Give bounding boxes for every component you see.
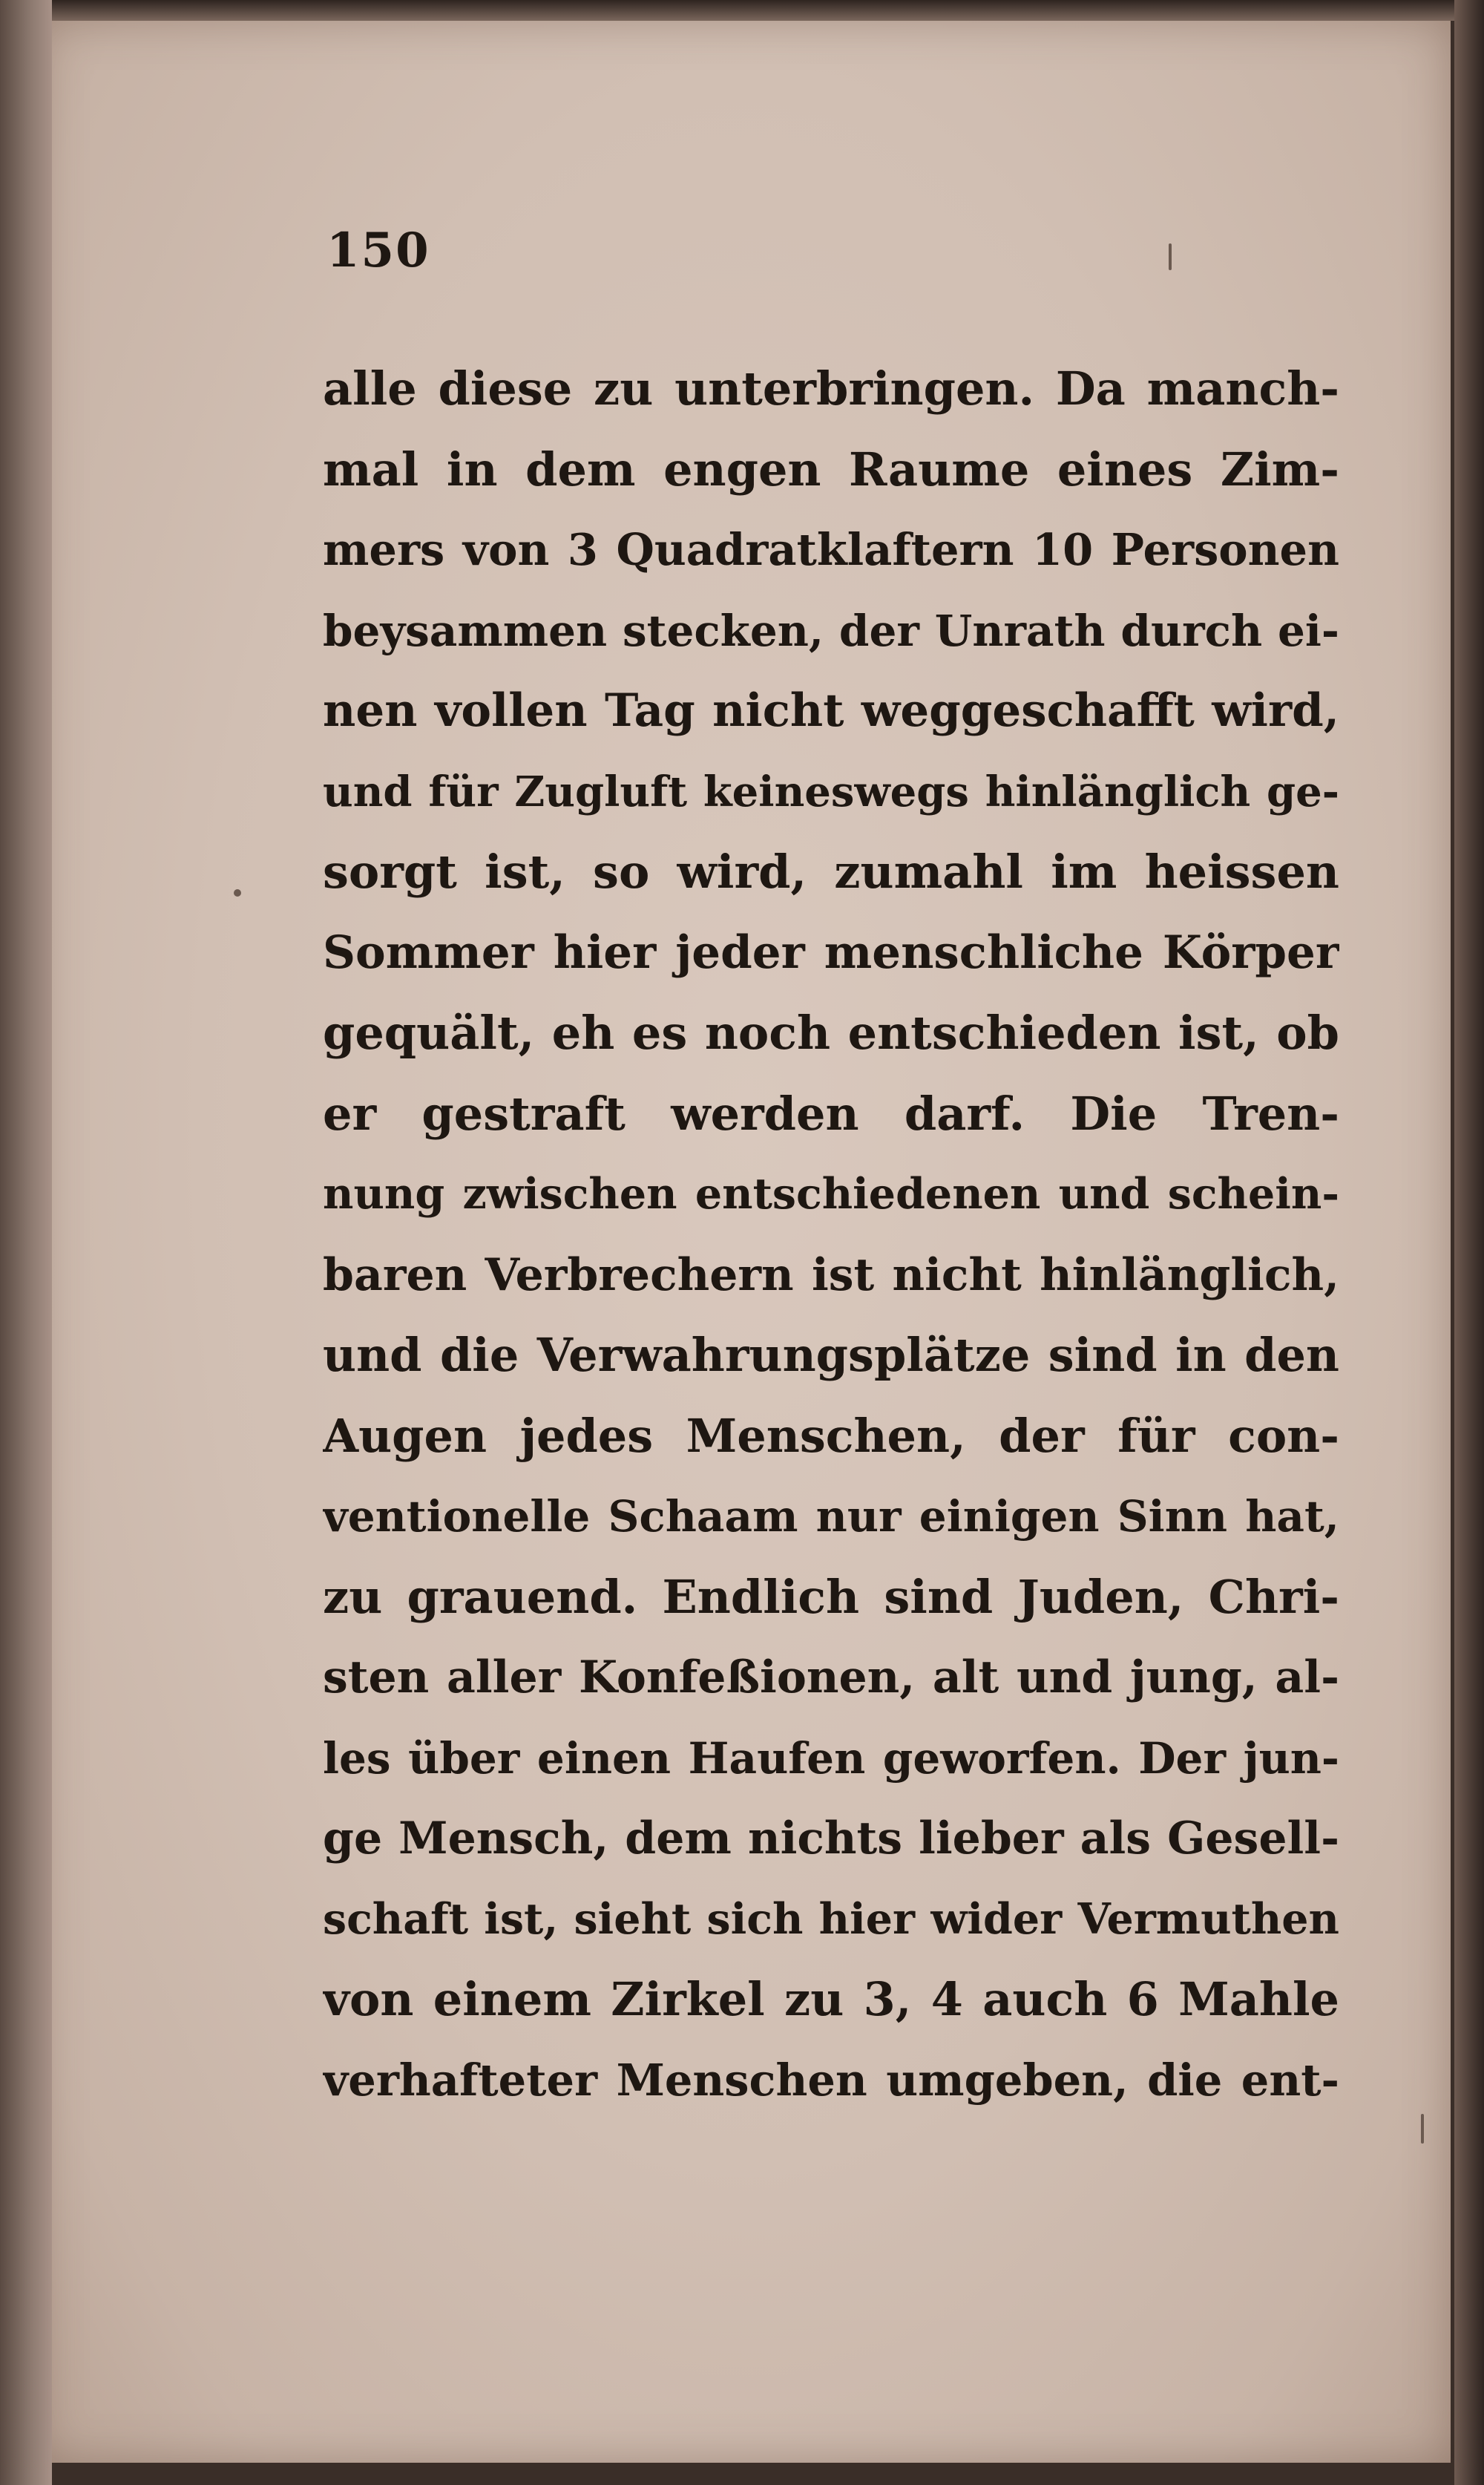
page-number: 150 <box>326 223 430 278</box>
text-line: nung zwischen entschiedenen und schein- <box>323 1169 1339 1219</box>
text-line: und für Zugluft keineswegs hinlänglich ge- <box>323 767 1339 816</box>
text-line: zu grauend. Endlich sind Juden, Chri- <box>323 1569 1339 1624</box>
text-line: beysammen stecken, der Unrath durch ei- <box>323 605 1339 656</box>
text-line: sorgt ist, so wird, zumahl im heissen <box>323 845 1339 899</box>
text-line: ge Mensch, dem nichts lieber als Gesell- <box>323 1813 1339 1864</box>
binding-shadow <box>0 0 52 2485</box>
text-line: und die Verwahrungsplätze sind in den <box>323 1328 1339 1382</box>
text-line: von einem Zirkel zu 3, 4 auch 6 Mahle <box>323 1972 1339 2026</box>
text-line: er gestraft werden darf. Die Tren- <box>323 1086 1339 1141</box>
text-line: gequält, eh es noch entschieden ist, ob <box>323 1006 1339 1060</box>
text-line: verhafteter Menschen umgeben, die ent- <box>323 2054 1339 2106</box>
text-line: ventionelle Schaam nur einigen Sinn hat, <box>323 1491 1339 1542</box>
text-line: mers von 3 Quadratklaftern 10 Personen <box>323 524 1339 575</box>
paper-speck <box>1421 2114 1424 2144</box>
page-text <box>323 349 1339 2121</box>
text-line: alle diese zu unterbringen. Da manch- <box>323 361 1339 416</box>
text-line: baren Verbrechern ist nicht hinlänglich, <box>323 1248 1339 1301</box>
text-line: mal in dem engen Raume eines Zim- <box>323 442 1339 497</box>
text-line: schaft ist, sieht sich hier wider Vermuthen <box>323 1893 1339 1944</box>
text-line: les über einen Haufen geworfen. Der jun- <box>323 1732 1339 1784</box>
text-line: Augen jedes Menschen, der für con- <box>323 1408 1339 1463</box>
paper-speck <box>1169 243 1172 270</box>
top-edge-shadow <box>0 0 1484 21</box>
text-line: Sommer hier jeder menschliche Körper <box>323 926 1339 979</box>
right-edge-shadow <box>1454 0 1484 2485</box>
text-line: nen vollen Tag nicht weggeschafft wird, <box>323 684 1339 737</box>
paper-speck <box>234 889 241 897</box>
text-line: sten aller Konfeßionen, alt und jung, al- <box>323 1651 1339 1703</box>
